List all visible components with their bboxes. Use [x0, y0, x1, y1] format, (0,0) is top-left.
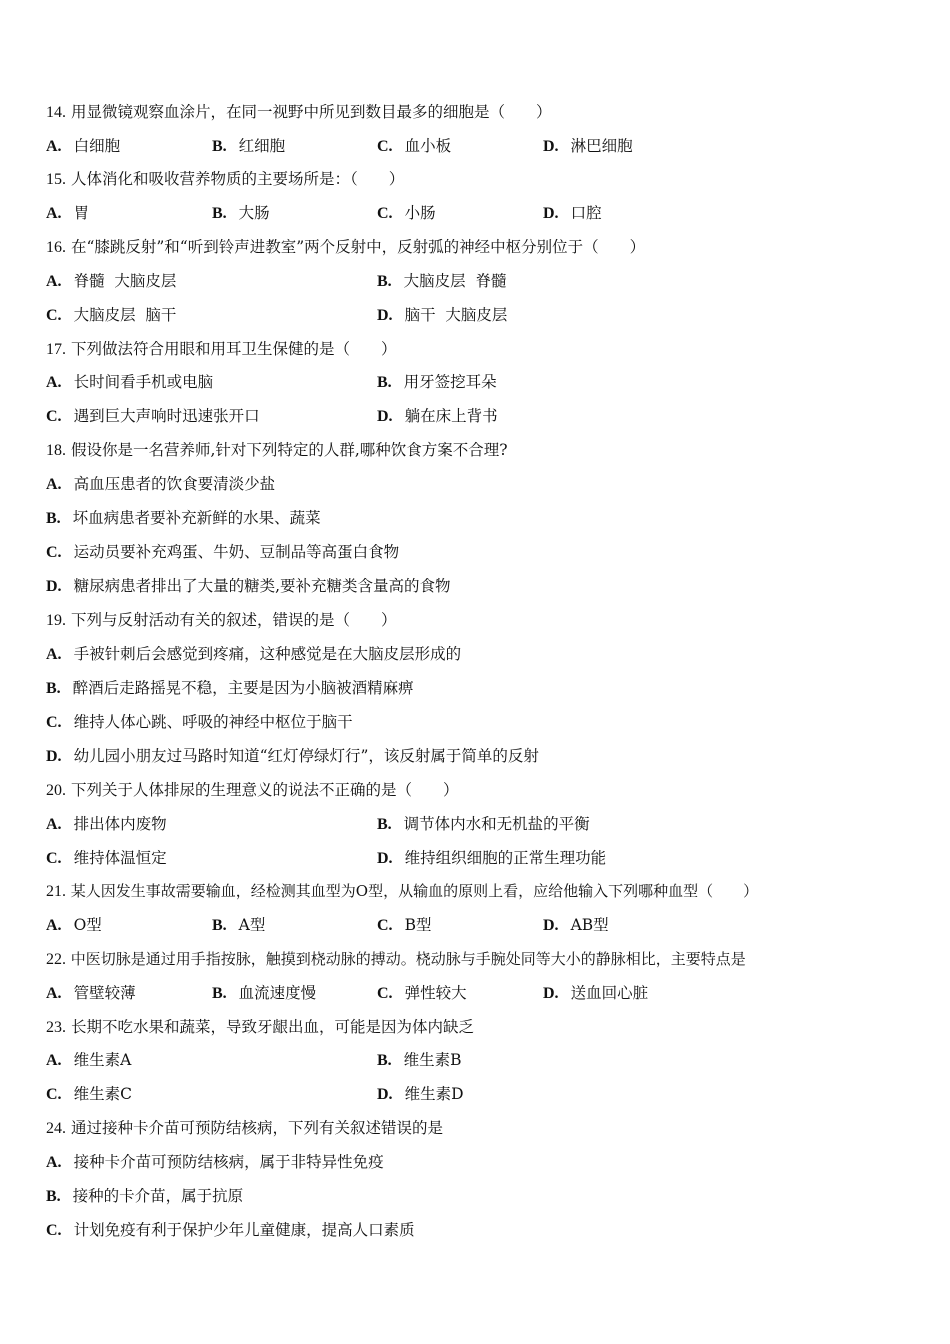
- option-text: 送血回心脏: [570, 984, 649, 1002]
- option-text: 弹性较大: [404, 984, 467, 1002]
- question-number: 18.: [46, 442, 66, 459]
- question-stem: [46, 947, 746, 971]
- option-label: D.: [377, 850, 393, 867]
- option: [46, 913, 102, 937]
- option-text: 维生素A: [73, 1051, 132, 1069]
- option-text: 血小板: [404, 137, 452, 155]
- option-label: B.: [212, 917, 227, 934]
- option-text: 小肠: [404, 204, 436, 222]
- option-label: A.: [46, 273, 62, 290]
- option-label: A.: [46, 646, 62, 663]
- option-label: C.: [46, 1222, 62, 1239]
- option: [377, 201, 436, 225]
- option: [46, 574, 451, 598]
- option-label: A.: [46, 1154, 62, 1171]
- option: [46, 1150, 384, 1174]
- option-text: 长时间看手机或电脑: [73, 373, 214, 391]
- option-label: B.: [212, 205, 227, 222]
- option: [46, 540, 399, 564]
- option-label: D.: [377, 408, 393, 425]
- option-label: B.: [212, 138, 227, 155]
- option-label: D.: [46, 748, 62, 765]
- option-text: 大脑皮层 脊髓: [403, 272, 507, 290]
- option-text: B型: [404, 916, 432, 934]
- option-text: 幼儿园小朋友过马路时知道“红灯停绿灯行”，该反射属于简单的反射: [73, 747, 539, 765]
- option-text: 维持体温恒定: [73, 849, 167, 867]
- option-label: B.: [46, 1188, 61, 1205]
- option-label: C.: [46, 408, 62, 425]
- option-label: A.: [46, 816, 62, 833]
- option-text: 脑干 大脑皮层: [404, 306, 508, 324]
- option: [377, 1082, 464, 1106]
- option-label: B.: [377, 374, 392, 391]
- option: [46, 303, 176, 327]
- question-stem: [46, 778, 458, 802]
- question-stem: [46, 608, 396, 632]
- option-label: C.: [46, 1086, 62, 1103]
- option-text: 遇到巨大声响时迅速张开口: [73, 407, 260, 425]
- option: [377, 269, 507, 293]
- option-label: C.: [377, 917, 393, 934]
- option: [46, 1184, 243, 1208]
- option-label: B.: [377, 273, 392, 290]
- option: [377, 812, 590, 836]
- option: [543, 201, 602, 225]
- option: [543, 981, 648, 1005]
- option-text: 用牙签挖耳朵: [403, 373, 497, 391]
- question-text: 某人因发生事故需要输血，经检测其血型为O型，从输血的原则上看，应给他输入下列哪种血型（ ）: [70, 882, 759, 900]
- option-text: 红细胞: [238, 137, 286, 155]
- option: [377, 303, 507, 327]
- option: [46, 404, 260, 428]
- option-text: 调节体内水和无机盐的平衡: [403, 815, 590, 833]
- option-label: A.: [46, 138, 62, 155]
- question-text: 下列做法符合用眼和用耳卫生保健的是（ ）: [70, 340, 397, 358]
- option: [46, 1218, 415, 1242]
- option-label: D.: [543, 985, 559, 1002]
- option-label: D.: [543, 205, 559, 222]
- option-text: 手被针刺后会感觉到疼痛，这种感觉是在大脑皮层形成的: [73, 645, 462, 663]
- option-text: 高血压患者的饮食要清淡少盐: [73, 475, 276, 493]
- question-number: 22.: [46, 951, 66, 968]
- option-text: O型: [73, 916, 102, 934]
- question-text: 人体消化和吸收营养物质的主要场所是：（ ）: [70, 170, 405, 188]
- option: [543, 913, 609, 937]
- option: [46, 201, 89, 225]
- option-text: 运动员要补充鸡蛋、牛奶、豆制品等高蛋白食物: [73, 543, 400, 561]
- question-stem: [46, 1116, 443, 1140]
- question-stem: [46, 235, 645, 259]
- option: [377, 913, 431, 937]
- option-label: D.: [377, 1086, 393, 1103]
- option: [377, 1048, 462, 1072]
- option: [46, 370, 213, 394]
- question-stem: [46, 167, 404, 191]
- question-text: 假设你是一名营养师,针对下列特定的人群,哪种饮食方案不合理?: [70, 441, 508, 459]
- option-text: 淋巴细胞: [570, 137, 633, 155]
- option-label: C.: [377, 985, 393, 1002]
- option-text: 管壁较薄: [73, 984, 136, 1002]
- option: [212, 134, 285, 158]
- option-label: D.: [543, 917, 559, 934]
- question-text: 下列与反射活动有关的叙述，错误的是（ ）: [70, 611, 397, 629]
- question-number: 17.: [46, 341, 66, 358]
- option-text: 维生素D: [404, 1085, 464, 1103]
- option: [46, 710, 353, 734]
- question-text: 通过接种卡介苗可预防结核病，下列有关叙述错误的是: [70, 1119, 443, 1137]
- option-label: D.: [377, 307, 393, 324]
- option: [46, 812, 167, 836]
- option-text: 计划免疫有利于保护少年儿童健康，提高人口素质: [73, 1221, 415, 1239]
- option-text: 口腔: [570, 204, 602, 222]
- option-text: 白细胞: [73, 137, 121, 155]
- option: [377, 981, 467, 1005]
- option: [377, 404, 498, 428]
- option-text: 大脑皮层 脑干: [73, 306, 177, 324]
- option-label: C.: [377, 138, 393, 155]
- option-label: C.: [46, 714, 62, 731]
- question-text: 在“膝跳反射”和“听到铃声进教室”两个反射中，反射弧的神经中枢分别位于（ ）: [70, 238, 646, 256]
- option: [212, 201, 270, 225]
- question-number: 20.: [46, 782, 66, 799]
- option-text: 血流速度慢: [238, 984, 317, 1002]
- option: [46, 506, 321, 530]
- option-text: 醉酒后走路摇晃不稳，主要是因为小脑被酒精麻痹: [72, 679, 414, 697]
- question-number: 15.: [46, 171, 66, 188]
- option: [46, 846, 167, 870]
- option-label: A.: [46, 374, 62, 391]
- option: [543, 134, 633, 158]
- option: [46, 676, 414, 700]
- option-text: 躺在床上背书: [404, 407, 498, 425]
- option: [46, 744, 539, 768]
- option-text: AB型: [570, 916, 609, 934]
- question-number: 19.: [46, 612, 66, 629]
- question-stem: [46, 100, 551, 124]
- option-text: 胃: [73, 204, 90, 222]
- option: [377, 134, 451, 158]
- option-label: A.: [46, 205, 62, 222]
- option-label: D.: [543, 138, 559, 155]
- option: [46, 472, 275, 496]
- option-label: B.: [377, 1052, 392, 1069]
- question-text: 下列关于人体排尿的生理意义的说法不正确的是（ ）: [70, 781, 459, 799]
- option-text: 维生素B: [403, 1051, 462, 1069]
- option-label: A.: [46, 985, 62, 1002]
- option-text: 维生素C: [73, 1085, 132, 1103]
- option: [46, 1082, 132, 1106]
- option: [46, 642, 461, 666]
- option-text: 维持组织细胞的正常生理功能: [404, 849, 607, 867]
- question-text: 长期不吃水果和蔬菜，导致牙龈出血，可能是因为体内缺乏: [70, 1018, 474, 1036]
- option-label: B.: [46, 510, 61, 527]
- question-stem: [46, 438, 508, 462]
- option-text: 排出体内废物: [73, 815, 167, 833]
- question-number: 16.: [46, 239, 66, 256]
- question-stem: [46, 879, 758, 903]
- option-label: B.: [46, 680, 61, 697]
- question-number: 24.: [46, 1120, 66, 1137]
- option-text: A型: [238, 916, 266, 934]
- option-text: 大肠: [238, 204, 270, 222]
- question-text: 用显微镜观察血涂片，在同一视野中所见到数目最多的细胞是（ ）: [70, 103, 552, 121]
- option: [46, 981, 136, 1005]
- option-label: D.: [46, 578, 62, 595]
- option-label: C.: [46, 544, 62, 561]
- option: [212, 981, 316, 1005]
- option: [46, 269, 176, 293]
- option: [46, 1048, 131, 1072]
- option-label: B.: [212, 985, 227, 1002]
- option-label: A.: [46, 476, 62, 493]
- option-text: 维持人体心跳、呼吸的神经中枢位于脑干: [73, 713, 353, 731]
- question-number: 21.: [46, 883, 66, 900]
- question-text: 中医切脉是通过用手指按脉，触摸到桡动脉的搏动。桡动脉与手腕处同等大小的静脉相比，主要特点是: [70, 950, 746, 968]
- option: [46, 134, 120, 158]
- option-label: C.: [377, 205, 393, 222]
- option-text: 接种卡介苗可预防结核病，属于非特异性免疫: [73, 1153, 384, 1171]
- option-text: 接种的卡介苗，属于抗原: [72, 1187, 244, 1205]
- option-label: A.: [46, 1052, 62, 1069]
- option-label: C.: [46, 307, 62, 324]
- question-stem: [46, 337, 396, 361]
- option-label: C.: [46, 850, 62, 867]
- option-label: B.: [377, 816, 392, 833]
- question-number: 14.: [46, 104, 66, 121]
- option: [377, 370, 497, 394]
- question-number: 23.: [46, 1019, 66, 1036]
- option: [212, 913, 265, 937]
- question-stem: [46, 1015, 474, 1039]
- option-text: 糖尿病患者排出了大量的糖类,要补充糖类含量高的食物: [73, 577, 451, 595]
- option-text: 坏血病患者要补充新鲜的水果、蔬菜: [72, 509, 321, 527]
- option: [377, 846, 606, 870]
- option-label: A.: [46, 917, 62, 934]
- option-text: 脊髓 大脑皮层: [73, 272, 177, 290]
